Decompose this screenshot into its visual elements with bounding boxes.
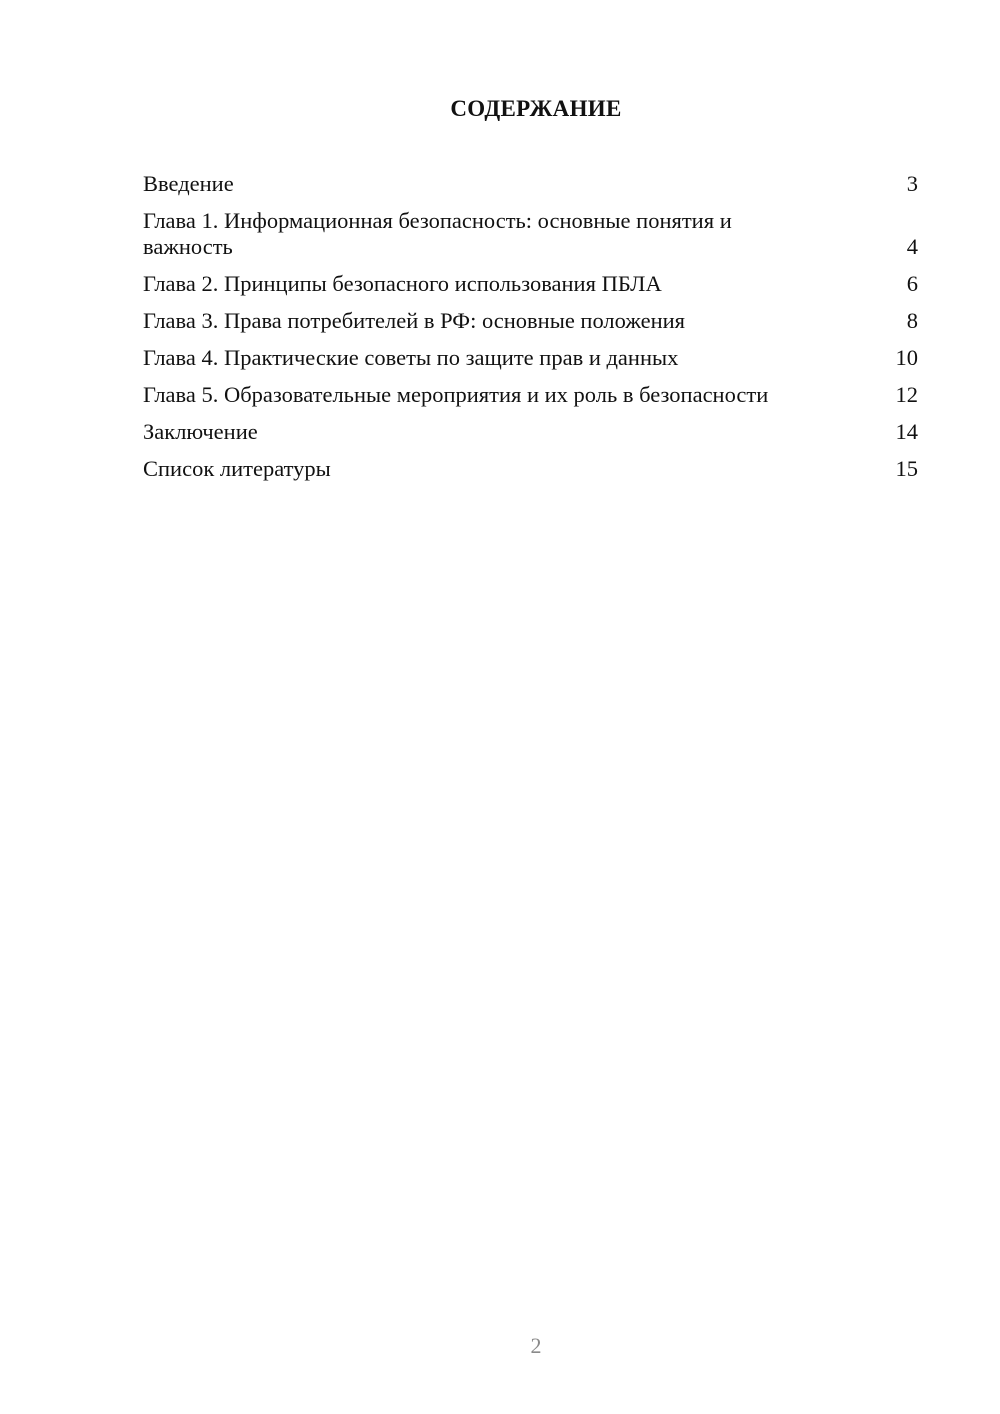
page-number: 2 — [530, 1333, 542, 1358]
toc-entry-title: Заключение — [143, 419, 258, 444]
toc-entry-chapter-3 — [143, 308, 918, 334]
toc-entry-title: Глава 2. Принципы безопасного использования ПБЛА — [143, 271, 662, 296]
toc-entry-title: Глава 1. Информационная безопасность: основные понятия и важность — [143, 208, 732, 259]
toc-entry-page: 12 — [895, 382, 918, 407]
toc-entry-conclusion — [143, 419, 918, 445]
toc-entry-page: 14 — [895, 419, 918, 444]
toc-entry-page: 4 — [906, 234, 918, 259]
toc-entry-introduction — [143, 171, 918, 197]
toc-entry-page: 3 — [906, 171, 918, 196]
page-title: СОДЕРЖАНИЕ — [450, 96, 622, 121]
toc-entry-chapter-2 — [143, 271, 918, 297]
toc-entry-chapter-1 — [143, 208, 918, 260]
toc-entry-title: Введение — [143, 171, 234, 196]
toc-entry-chapter-4 — [143, 345, 918, 371]
toc-entry-page: 15 — [895, 456, 918, 481]
toc-entry-title: Глава 3. Права потребителей в РФ: основные положения — [143, 308, 686, 333]
toc-entry-references — [143, 456, 918, 482]
toc-entry-page: 6 — [906, 271, 918, 296]
toc-entry-title: Список литературы — [143, 456, 331, 481]
toc-entry-title: Глава 4. Практические советы по защите прав и данных — [143, 345, 679, 370]
toc-entry-chapter-5 — [143, 382, 918, 408]
toc-entry-page: 10 — [895, 345, 918, 370]
toc-entry-page: 8 — [906, 308, 918, 333]
table-of-contents — [143, 171, 918, 493]
toc-entry-title: Глава 5. Образовательные мероприятия и их роль в безопасности — [143, 382, 769, 407]
